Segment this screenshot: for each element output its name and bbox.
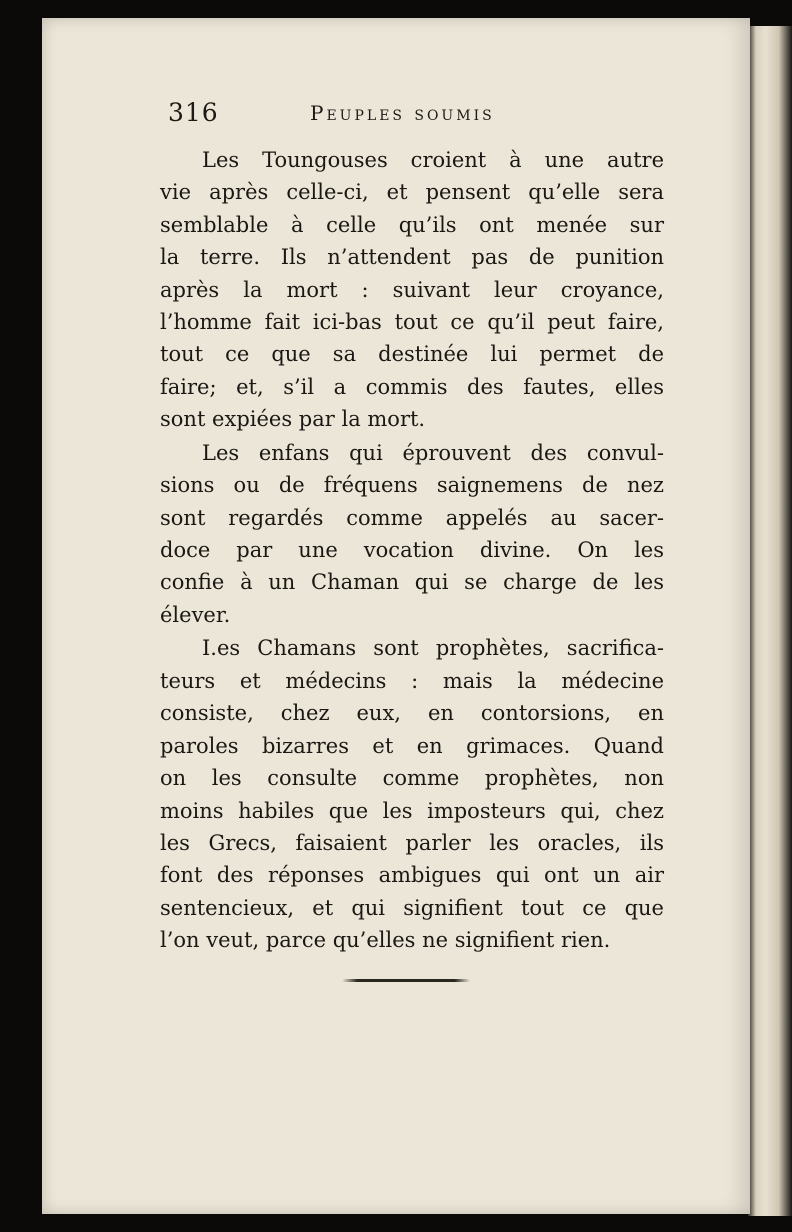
text-line: teurs et médecins : mais la médecine: [160, 668, 664, 693]
body-text: [160, 144, 664, 958]
adjacent-page-edge: [748, 26, 792, 1216]
text-line: Les enfans qui éprouvent des convul-: [202, 440, 664, 465]
book-page: [42, 18, 750, 1214]
page-header: [168, 98, 588, 138]
text-line: on les consulte comme prophètes, non: [160, 766, 664, 791]
end-rule: [342, 979, 470, 982]
text-line: consiste, chez eux, en contorsions, en: [160, 701, 664, 726]
text-line: la terre. Ils n’attendent pas de punition: [160, 245, 664, 270]
text-line: moins habiles que les imposteurs qui, chez: [160, 798, 664, 823]
text-line: vie après celle-ci, et pensent qu’elle sera: [160, 180, 664, 205]
text-line: l’homme fait ici-bas tout ce qu’il peut faire,: [160, 310, 664, 335]
text-line: élever.: [160, 602, 231, 627]
text-line: confie à un Chaman qui se charge de les: [160, 570, 664, 595]
paragraph-1: [160, 144, 664, 436]
page-number: 316: [168, 98, 219, 127]
running-title: Peuples soumis: [310, 101, 495, 125]
text-line: Les Toungouses croient à une autre: [202, 148, 664, 172]
text-line: I.es Chamans sont prophètes, sacrifica-: [202, 636, 664, 661]
text-line: doce par une vocation divine. On les: [160, 538, 664, 563]
text-line: font des réponses ambigues qui ont un air: [160, 863, 664, 888]
text-line: sont expiées par la mort.: [160, 407, 426, 432]
text-line: sont regardés comme appelés au sacer-: [160, 505, 664, 530]
text-line: sions ou de fréquens saignemens de nez: [160, 473, 664, 498]
text-line: l’on veut, parce qu’elles ne signifient rien.: [160, 928, 611, 953]
text-line: paroles bizarres et en grimaces. Quand: [160, 733, 664, 758]
text-line: faire; et, s’il a commis des fautes, elles: [160, 374, 664, 399]
text-line: les Grecs, faisaient parler les oracles, ils: [160, 830, 664, 855]
text-line: tout ce que sa destinée lui permet de: [160, 342, 664, 367]
paragraph-3: [160, 632, 664, 956]
text-line: sentencieux, et qui signifient tout ce que: [160, 895, 664, 920]
paragraph-2: [160, 437, 664, 631]
text-line: après la mort : suivant leur croyance,: [160, 277, 664, 302]
text-line: semblable à celle qu’ils ont menée sur: [160, 212, 664, 237]
